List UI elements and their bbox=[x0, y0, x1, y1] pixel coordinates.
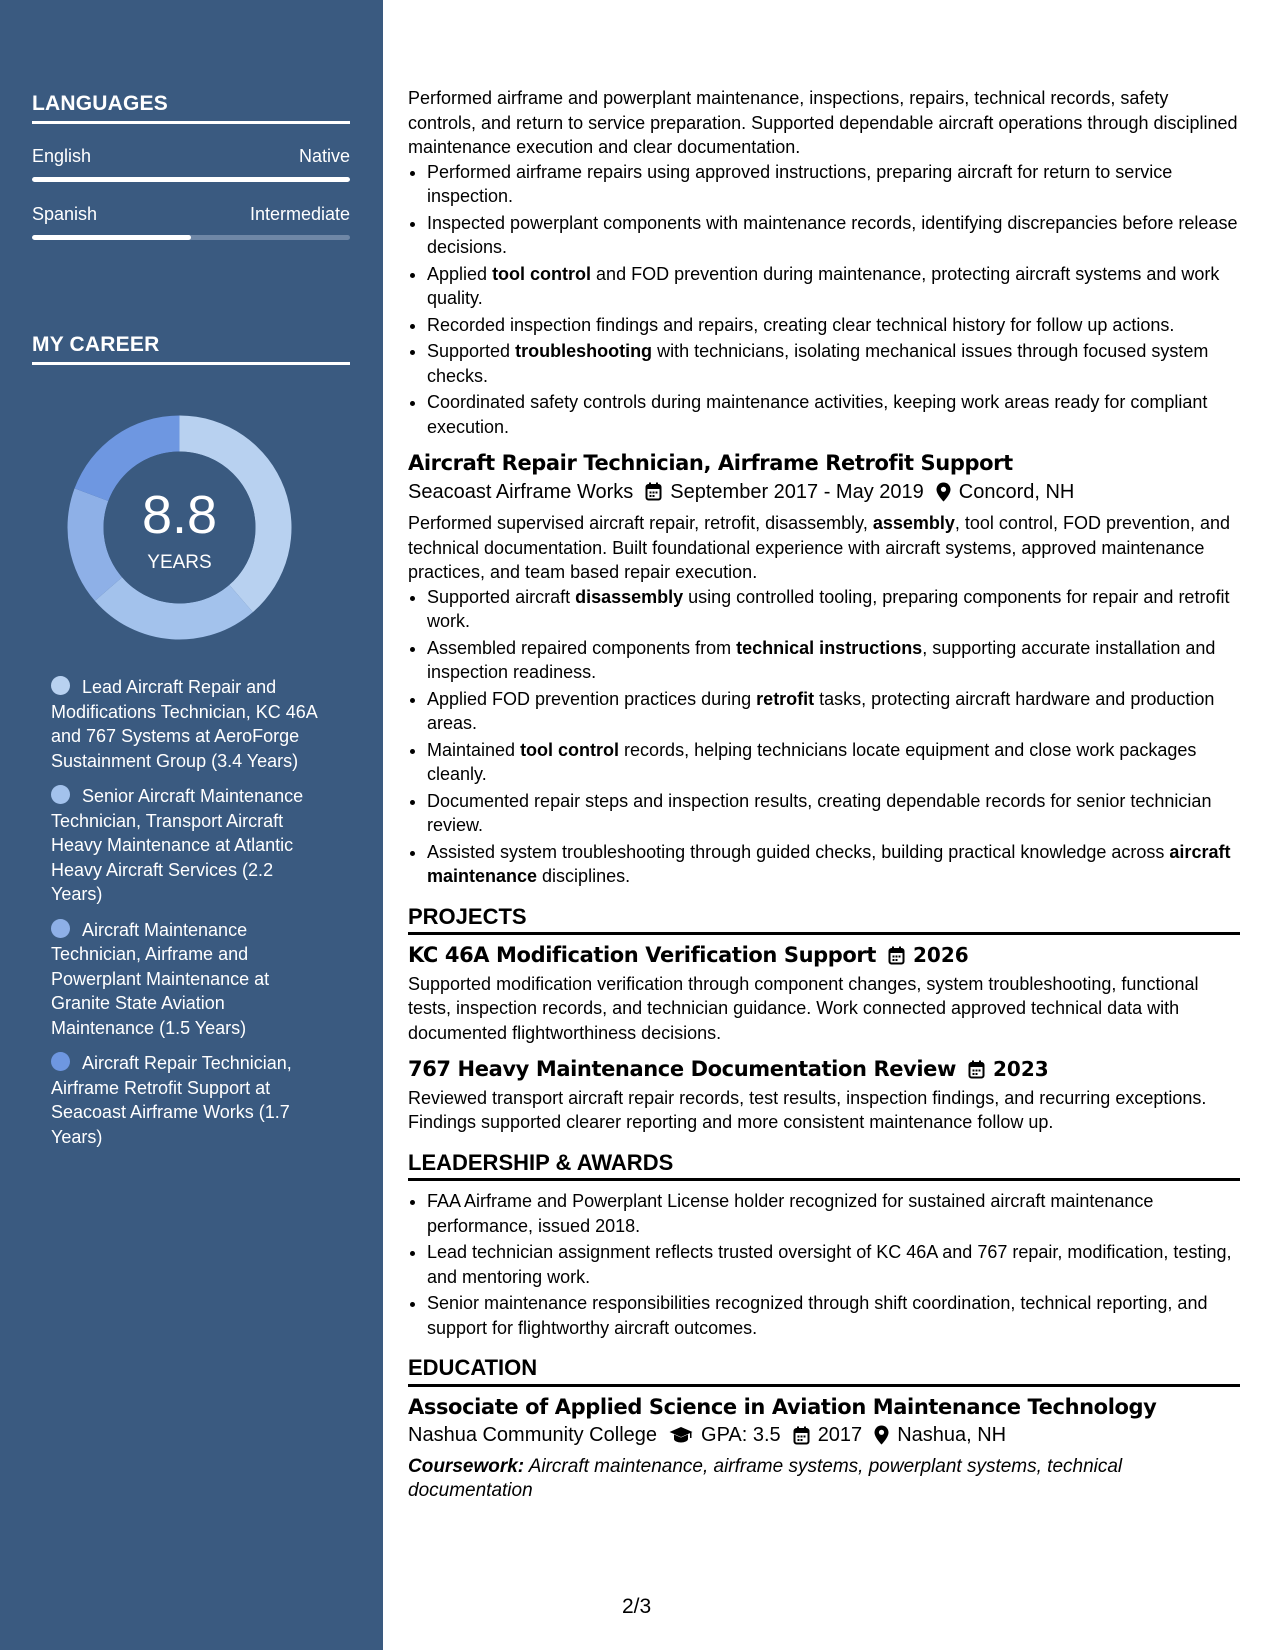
job-summary: Performed supervised aircraft repair, retrofit, disassembly, assembly, tool control, FOD prevention, and technical documentation. Built foundational experience with aircraft systems, approved maintenance practices, and team based repair execution. bbox=[408, 513, 1231, 582]
education-location: Nashua, NH bbox=[897, 1424, 1007, 1446]
language-proficiency-bar bbox=[32, 177, 350, 182]
career-item bbox=[51, 675, 326, 773]
calendar-icon bbox=[968, 1060, 985, 1079]
career-total-value: 8.8 bbox=[141, 485, 218, 545]
calendar-icon bbox=[645, 482, 662, 501]
career-heading: MY CAREER bbox=[32, 333, 350, 365]
education-heading: EDUCATION bbox=[408, 1356, 1240, 1387]
career-item-text: Aircraft Maintenance Technician, Airframe and Powerplant Maintenance at Granite State Aviation Maintenance (1.5 Years) bbox=[51, 919, 270, 1038]
legend-dot-icon bbox=[51, 785, 70, 804]
calendar-icon bbox=[888, 946, 905, 965]
education-school: Nashua Community College bbox=[408, 1424, 658, 1446]
bullet-item: • Applied FOD prevention practices during retrofit tasks, protecting aircraft hardware and production areas. bbox=[427, 687, 1240, 736]
projects-heading: PROJECTS bbox=[408, 905, 1240, 936]
bullet-item: • Documented repair steps and inspection results, creating dependable records for senior technician review. bbox=[427, 789, 1240, 838]
coursework-label: Coursework: bbox=[408, 1455, 525, 1477]
sidebar bbox=[0, 0, 383, 1650]
career-total-unit: YEARS bbox=[147, 552, 212, 573]
job-company: Seacoast Airframe Works bbox=[408, 480, 634, 503]
location-pin-icon bbox=[874, 1425, 889, 1445]
job-meta bbox=[408, 480, 1240, 505]
language-item bbox=[32, 146, 350, 182]
bullet-item: • Recorded inspection findings and repairs, creating clear technical history for follow up actions. bbox=[427, 313, 1240, 338]
education-gpa: GPA: 3.5 bbox=[701, 1424, 781, 1446]
education-meta bbox=[408, 1423, 1240, 1448]
job-location: Concord, NH bbox=[958, 480, 1075, 503]
project-year: 2026 bbox=[913, 943, 969, 967]
intro-bullets bbox=[408, 160, 1240, 440]
language-item bbox=[32, 204, 350, 240]
bullet-item: • Coordinated safety controls during maintenance activities, keeping work areas ready for compliant execution. bbox=[427, 390, 1240, 439]
bullet-item: • Lead technician assignment reflects trusted oversight of KC 46A and 767 repair, modification, testing, and mentoring work. bbox=[427, 1240, 1240, 1289]
leadership-heading: LEADERSHIP & AWARDS bbox=[408, 1151, 1240, 1182]
language-name: Spanish bbox=[32, 204, 98, 224]
career-list bbox=[51, 675, 326, 1160]
bullet-item: • Senior maintenance responsibilities recognized through shift coordination, technical reporting, and support for flightworthy aircraft outcomes. bbox=[427, 1291, 1240, 1340]
languages-heading: LANGUAGES bbox=[32, 92, 350, 124]
intro-summary: Performed airframe and powerplant maintenance, inspections, repairs, technical records, safety controls, and return to service preparation. Supported dependable aircraft operations through disciplined maintenance execution and clear documentation. bbox=[408, 88, 1238, 157]
language-name: English bbox=[32, 146, 92, 166]
bullet-item: • Maintained tool control records, helping technicians locate equipment and close work packages cleanly. bbox=[427, 738, 1240, 787]
leadership-list bbox=[408, 1189, 1240, 1340]
coursework-text: Aircraft maintenance, airframe systems, powerplant systems, technical documentation bbox=[408, 1455, 1123, 1501]
job-title: Aircraft Repair Technician, Airframe Retrofit Support bbox=[408, 451, 1013, 475]
bullet-item: • Assisted system troubleshooting through guided checks, building practical knowledge across aircraft maintenance disciplines. bbox=[427, 840, 1240, 889]
language-proficiency-fill bbox=[32, 177, 350, 182]
calendar-icon bbox=[793, 1426, 810, 1445]
education-coursework bbox=[408, 1455, 1240, 1504]
education-year: 2017 bbox=[817, 1424, 863, 1446]
project-header bbox=[408, 1057, 1240, 1082]
job-bullets bbox=[408, 585, 1240, 889]
graduation-cap-icon bbox=[669, 1426, 693, 1444]
bullet-item: • Performed airframe repairs using approved instructions, preparing aircraft for return to service inspection. bbox=[427, 160, 1240, 209]
language-proficiency-bar bbox=[32, 235, 350, 240]
career-section bbox=[32, 333, 350, 365]
bullet-item: • Applied tool control and FOD prevention during maintenance, protecting aircraft systems and work quality. bbox=[427, 262, 1240, 311]
location-pin-icon bbox=[936, 482, 951, 502]
bullet-item: • Inspected powerplant components with maintenance records, identifying discrepancies before release decisions. bbox=[427, 211, 1240, 260]
legend-dot-icon bbox=[51, 1052, 70, 1071]
bullet-item: • FAA Airframe and Powerplant License holder recognized for sustained aircraft maintenance performance, issued 2018. bbox=[427, 1189, 1240, 1238]
project-year: 2023 bbox=[993, 1057, 1049, 1081]
project-description: Reviewed transport aircraft repair records, test results, inspection findings, and recurring exceptions. Findings supported clearer reporting and more consistent maintenance follow up. bbox=[408, 1087, 1207, 1132]
bullet-item: • Supported aircraft disassembly using controlled tooling, preparing components for repair and retrofit work. bbox=[427, 585, 1240, 634]
project-header bbox=[408, 943, 1240, 968]
career-item bbox=[51, 784, 326, 907]
education-degree: Associate of Applied Science in Aviation Maintenance Technology bbox=[408, 1394, 1157, 1419]
language-level: Native bbox=[298, 146, 350, 166]
career-item bbox=[51, 1051, 326, 1149]
languages-section bbox=[32, 92, 350, 240]
legend-dot-icon bbox=[51, 676, 70, 695]
legend-dot-icon bbox=[51, 919, 70, 938]
career-item-text: Lead Aircraft Repair and Modifications Technician, KC 46A and 767 Systems at AeroForge Sustainment Group (3.4 Years) bbox=[51, 677, 317, 771]
language-level: Intermediate bbox=[249, 204, 350, 224]
bullet-item: • Supported troubleshooting with technicians, isolating mechanical issues through focused system checks. bbox=[427, 339, 1240, 388]
page-number: 2/3 bbox=[622, 1595, 652, 1618]
bullet-item: • Assembled repaired components from technical instructions, supporting accurate installation and inspection readiness. bbox=[427, 636, 1240, 685]
project-title: KC 46A Modification Verification Support bbox=[408, 943, 877, 967]
career-donut-chart bbox=[67, 415, 292, 640]
language-proficiency-fill bbox=[32, 235, 191, 240]
career-item bbox=[51, 918, 326, 1041]
main-content bbox=[408, 86, 1240, 1504]
career-item-text: Aircraft Repair Technician, Airframe Retrofit Support at Seacoast Airframe Works (1.7 Years) bbox=[51, 1053, 292, 1147]
career-item-text: Senior Aircraft Maintenance Technician, Transport Aircraft Heavy Maintenance at Atlantic Heavy Aircraft Services (2.2 Years) bbox=[51, 786, 304, 904]
project-title: 767 Heavy Maintenance Documentation Review bbox=[408, 1057, 957, 1081]
project-description: Supported modification verification through component changes, system troubleshooting, functional tests, inspection records, and technician guidance. Work connected approved technical data with documented flightworthiness decisions. bbox=[408, 973, 1199, 1043]
job-dates: September 2017 - May 2019 bbox=[670, 480, 924, 503]
